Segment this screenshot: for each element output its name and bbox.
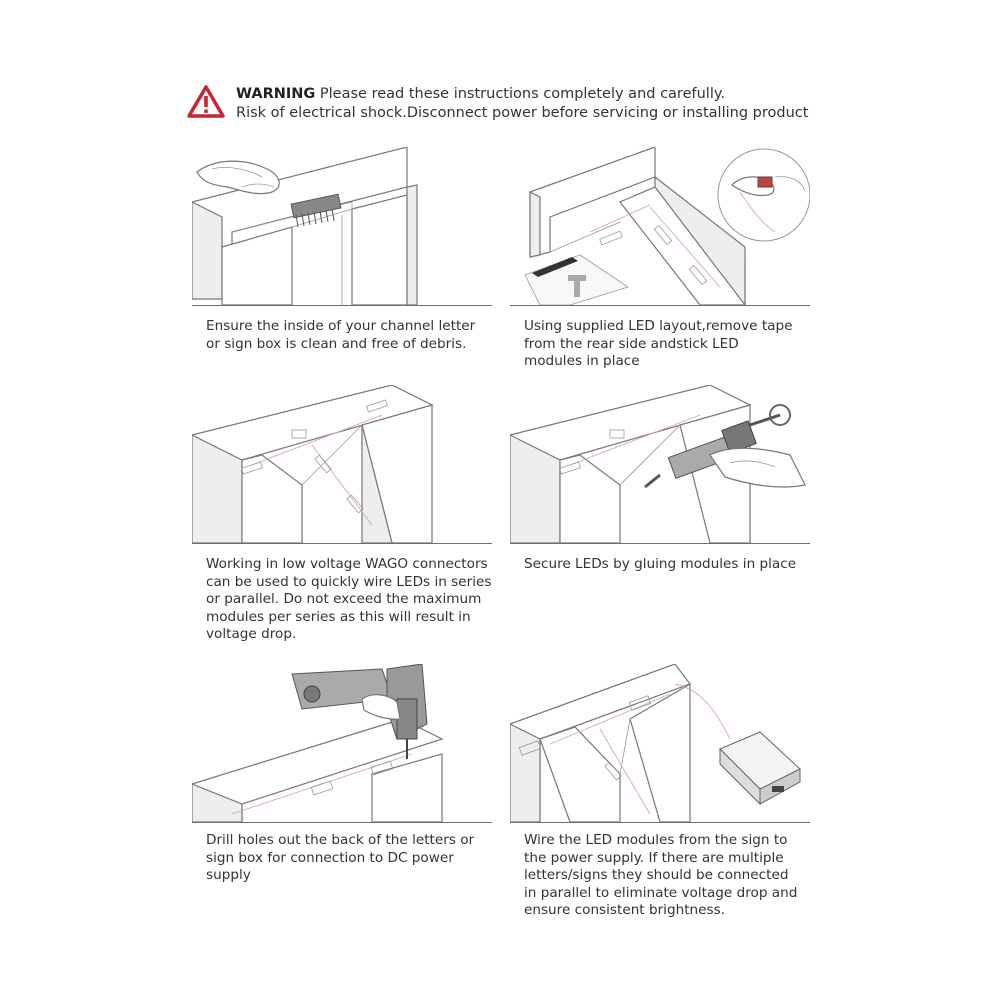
warning-banner xyxy=(186,84,826,128)
step-6-divider xyxy=(510,822,810,823)
step-4-caption: Secure LEDs by gluing modules in place xyxy=(524,556,797,572)
step-3-caption: Working in low voltage WAGO connectors can be used to quickly wire LEDs in series or parallel. Do not exceed the maximum modules per series as this will result in voltage drop. xyxy=(206,556,492,642)
step-6-illustration xyxy=(510,664,810,822)
warning-triangle-icon xyxy=(186,84,226,120)
warning-text: Please read these instructions completely and carefully. xyxy=(315,86,725,102)
power-supply-icon xyxy=(720,732,800,804)
warning-line-2: Risk of electrical shock.Disconnect power before servicing or installing product xyxy=(236,105,809,121)
step-1-caption: Ensure the inside of your channel letter or sign box is clean and free of debris. xyxy=(206,318,476,352)
step-6-caption: Wire the LED modules from the sign to the power supply. If there are multiple letters/signs they should be connected in parallel to eliminate voltage drop and ensure consistent brightness. xyxy=(524,832,798,918)
step-3-divider xyxy=(192,543,492,544)
step-1-illustration xyxy=(192,147,492,305)
step-2-caption: Using supplied LED layout,remove tape from the rear side andstick LED modules in place xyxy=(524,318,793,369)
step-2-divider xyxy=(510,305,810,306)
step-5-divider xyxy=(192,822,492,823)
step-5-caption: Drill holes out the back of the letters or sign box for connection to DC power supply xyxy=(206,832,475,883)
step-4-divider xyxy=(510,543,810,544)
warning-heading: WARNING xyxy=(236,86,316,102)
step-1-divider xyxy=(192,305,492,306)
step-5-illustration xyxy=(192,664,492,822)
step-3-illustration xyxy=(192,385,492,543)
step-4-illustration xyxy=(510,385,810,543)
warning-line-1 xyxy=(236,86,725,102)
step-2-illustration xyxy=(510,147,810,305)
